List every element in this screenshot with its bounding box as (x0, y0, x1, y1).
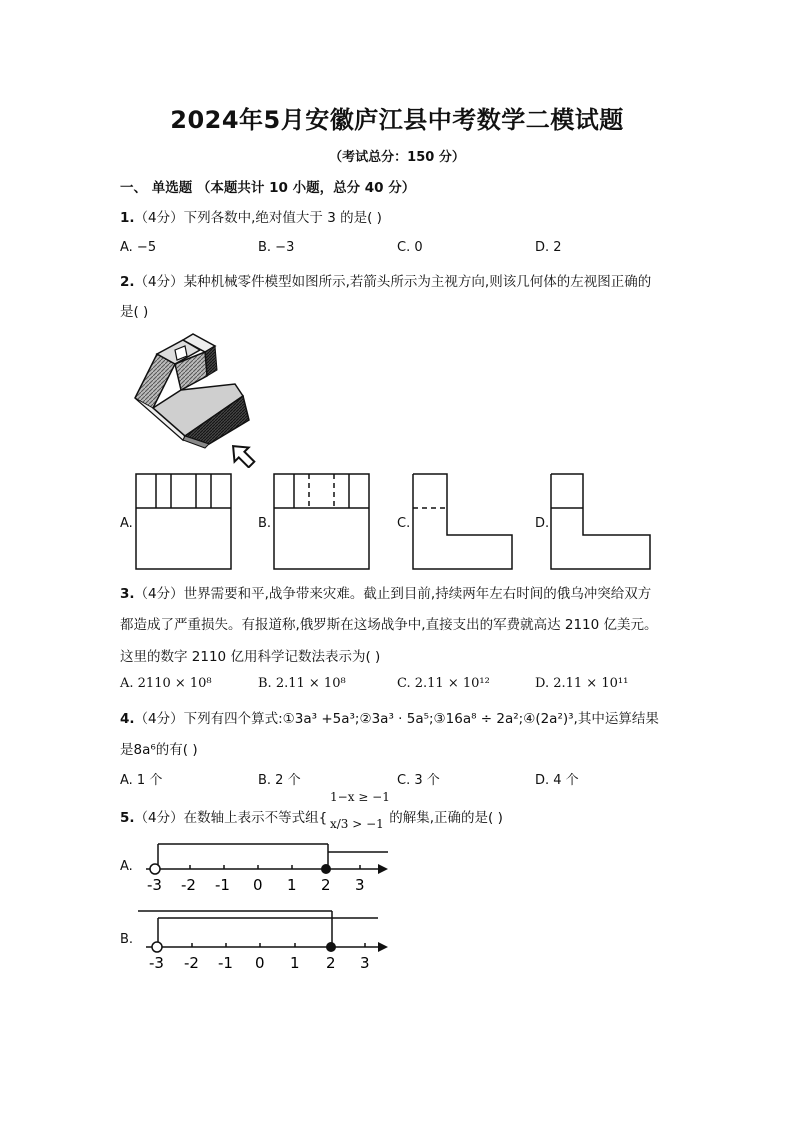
question-text: 某种机械零件模型如图所示,若箭头所示为主视方向,则该几何体的左视图正确的 (183, 274, 652, 290)
option-b-left-view (273, 473, 371, 571)
option-c[interactable]: C. 2.11 × 10¹² (397, 676, 490, 691)
option-a-left-view (135, 473, 233, 571)
option-d-left-view (550, 473, 652, 571)
inequality-1: 1−x ≥ −1 (330, 790, 390, 804)
option-a[interactable]: A. (120, 859, 133, 874)
question-text: 下列各数中,绝对值大于 3 的是( ) (183, 210, 382, 226)
option-b[interactable]: B. 2.11 × 10⁸ (258, 676, 346, 691)
question-score: （4分） (134, 274, 184, 290)
option-d[interactable]: D. 2.11 × 10¹¹ (535, 676, 629, 691)
tick-label: -2 (184, 954, 199, 970)
option-b[interactable]: B. 2 个 (258, 773, 301, 788)
question-number: 1. (120, 210, 135, 226)
question-number: 2. (120, 274, 135, 290)
question-1 (120, 206, 382, 226)
tick-label: 2 (321, 876, 331, 894)
option-c[interactable]: C. 0 (397, 240, 423, 255)
question-number: 3. (120, 586, 135, 602)
tick-label: -3 (147, 876, 162, 894)
question-score: （4分） (134, 586, 184, 602)
option-d[interactable]: D. (535, 516, 550, 531)
option-c[interactable]: C. 3 个 (397, 773, 440, 788)
question-score: （4分） (134, 711, 184, 727)
question-4 (120, 707, 659, 727)
number-line-a (138, 838, 394, 896)
option-a[interactable]: A. 2110 × 10⁸ (120, 676, 212, 691)
tick-label: 0 (253, 876, 263, 894)
question-text-continued: 这里的数字 2110 亿用科学记数法表示为( ) (120, 649, 381, 665)
option-d[interactable]: D. 2 (535, 240, 562, 255)
option-b[interactable]: B. −3 (258, 240, 295, 255)
question-text: 下列有四个算式:①3a³ +5a³;②3a³ · 5a⁵;③16a⁸ ÷ 2a²;④(2a²)³,其中运算结果 (183, 711, 659, 727)
page-title: 2024年5月安徽庐江县中考数学二模试题 (170, 106, 624, 134)
question-text-continued: 是( ) (120, 304, 149, 320)
option-c[interactable]: C. (397, 516, 411, 531)
question-text: 的解集,正确的是( ) (389, 810, 503, 826)
option-b[interactable]: B. (120, 932, 134, 947)
question-number: 5. (120, 810, 135, 826)
inequality-2: x/3 > −1 (330, 817, 384, 831)
tick-label: -3 (149, 954, 164, 970)
question-score: （4分） (134, 210, 184, 226)
option-a[interactable]: A. (120, 516, 133, 531)
question-text-continued: 是8a⁶的有( ) (120, 742, 198, 758)
tick-label: 1 (290, 954, 300, 970)
question-3 (120, 582, 651, 602)
question-number: 4. (120, 711, 135, 727)
question-score: （4分） (134, 810, 184, 826)
option-a[interactable]: A. 1 个 (120, 773, 163, 788)
tick-label: 1 (287, 876, 297, 894)
question-2 (120, 270, 651, 290)
question-text: 世界需要和平,战争带来灾难。截止到目前,持续两年左右时间的俄乌冲突给双方 (183, 586, 652, 602)
tick-label: -2 (181, 876, 196, 894)
tick-label: -1 (215, 876, 230, 894)
number-line-b (138, 906, 394, 970)
tick-label: -1 (218, 954, 233, 970)
option-c-left-view (412, 473, 514, 571)
question-5 (120, 806, 503, 826)
part-model-figure (125, 328, 265, 468)
section-heading: 一、 单选题 （本题共计 10 小题，总分 40 分） (120, 180, 416, 196)
question-text: 在数轴上表示不等式组{ (183, 810, 328, 826)
option-a[interactable]: A. −5 (120, 240, 157, 255)
tick-label: 3 (360, 954, 370, 970)
question-text-continued: 都造成了严重损失。有报道称,俄罗斯在这场战争中,直接支出的军费就高达 2110 亿美元。 (120, 617, 658, 633)
tick-label: 2 (326, 954, 336, 970)
tick-label: 3 (355, 876, 365, 894)
exam-total-score: （考试总分：150 分） (329, 150, 465, 165)
option-b[interactable]: B. (258, 516, 272, 531)
tick-label: 0 (255, 954, 265, 970)
option-d[interactable]: D. 4 个 (535, 773, 579, 788)
